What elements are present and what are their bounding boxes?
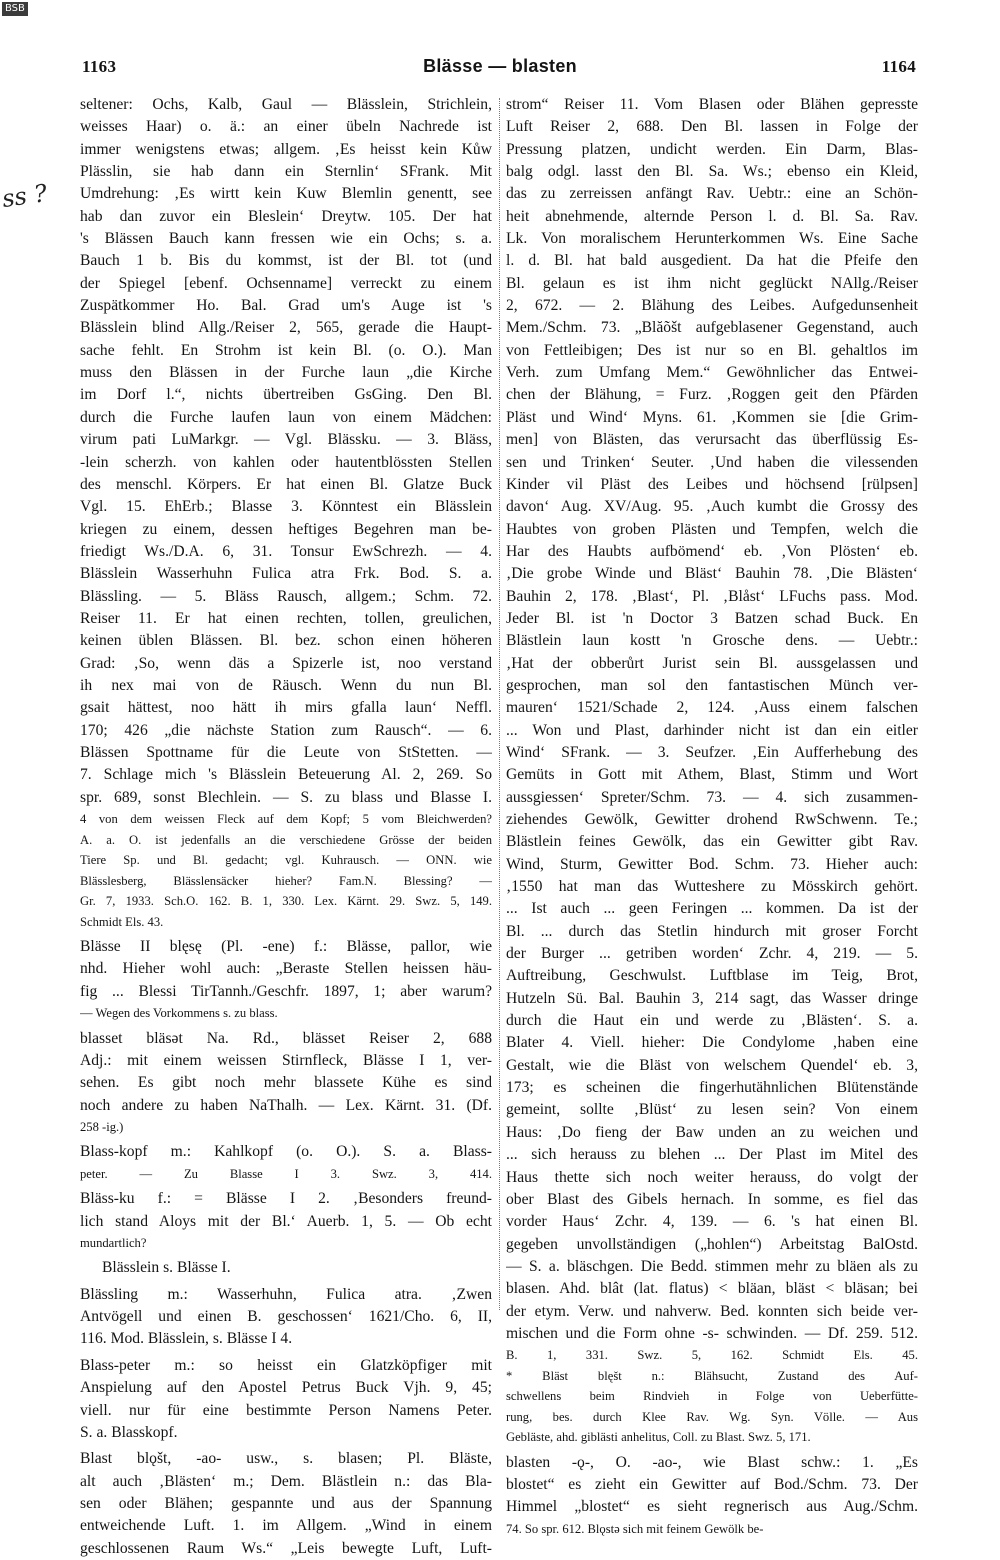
text-line: Lk. Von moralischem Herunterkommen Ws. Eine Sache xyxy=(506,230,918,248)
text-line: seltener: Ochs, Kalb, Gaul — Blässlein, Strichlein, xyxy=(80,96,492,113)
text-line: von Fettleibigen; Des ist nur so en Bl. gehaltlos im xyxy=(506,341,918,359)
library-stamp: BSB xyxy=(2,2,28,16)
text-line: Blässlesberg, Blässlensäcker hieher? Fam.N. Blessing? — xyxy=(80,873,492,888)
text-line: Hutzeln Sü. Bal. Bauhin 3, 214 sagt, das Wasser dringe xyxy=(506,989,918,1007)
text-line: B. 1, 331. Swz. 5, 162. Schmidt Els. 45. xyxy=(506,1348,918,1363)
text-line: Bläss-ku f.: = Blässe I 2. ‚Besonders freund- xyxy=(80,1190,492,1208)
text-line: alt auch ‚Blästen‘ m.; Dem. Blästlein n.: das Bla- xyxy=(80,1472,492,1490)
text-line: A. a. O. ist jedenfalls an die verschiedene Grösse der beiden xyxy=(80,832,492,847)
text-line: sen oder Blähen; gespannte und aus der Spannung xyxy=(80,1494,492,1512)
text-line: durch die Haut ein und werde zu ‚Blästen‘. S. a. xyxy=(506,1012,918,1030)
text-line: 74. So spr. 612. Blǫstə sich mit feinem Gewölk be- xyxy=(506,1521,764,1536)
text-line: Blass-peter m.: so heisst ein Glatzköpfiger mit xyxy=(80,1356,492,1374)
text-line: aussgiessen‘ Spreter/Schm. 73. — 4. sich zusammen- xyxy=(506,788,918,806)
text-line: 258 -ig.) xyxy=(80,1119,124,1134)
text-line: Gestalt, wie die Bläst von welschem Quendel‘ eb. 3, xyxy=(506,1056,918,1074)
text-line: Bl. ... durch das Stetlin hindurch mit groser Forcht xyxy=(506,922,918,940)
text-line: sehen. Es gibt noch mehr blassete Kühe es sind xyxy=(80,1074,492,1092)
text-line: rung, bes. durch Klee Rav. Wg. Syn. Völle. — Aus xyxy=(506,1409,918,1424)
text-line: Blässlein blind Allg./Reiser 2, 565, gerade die Haupt- xyxy=(80,319,492,337)
text-line: Wind, Sturm, Gewitter Bod. Schm. 73. Hieher auch: xyxy=(506,855,918,873)
text-line: mischen und die Form ohne -s- schwinden. — Df. 259. 512. xyxy=(506,1324,918,1342)
text-line: 2, 672. — 2. Blähung des Leibes. Aufgedunsenheit xyxy=(506,297,918,315)
text-line: sache fehlt. En Strohm ist kein Bl. (o. O.). Man xyxy=(80,341,492,359)
text-line: 116. Mod. Blässlein, s. Blässe I 4. xyxy=(80,1330,293,1348)
text-line: Gebläste, ahd. giblästi anhelitus, Coll. zu Blast. Swz. 5, 171. xyxy=(506,1430,811,1445)
text-line: S. a. Blasskopf. xyxy=(80,1423,178,1441)
text-line: 7. Schlage mich 's Blässlein Beteuerung Al. 2, 269. So xyxy=(80,766,492,784)
text-line: Blass-kopf m.: Kahlkopf (o. O.). S. a. Blass- xyxy=(80,1143,492,1161)
text-line: Blater 4. Viell. hieher: Die Condylome ‚haben eine xyxy=(506,1034,918,1052)
left-column xyxy=(80,94,492,1560)
text-line: peter. — Zu Blasse I 3. Swz. 3, 414. xyxy=(80,1166,492,1181)
text-line: Grad: ‚So, wenn däs a Spizerle ist, noo verstand xyxy=(80,654,492,672)
text-line: blasten -ǫ-, O. -ao-, wie Blast schw.: 1. „Es xyxy=(506,1453,918,1471)
text-line: balg odgl. lasst den Bl. Sa. Ws.; ebenso ein Kleid, xyxy=(506,163,918,181)
text-line: Blässling. — 5. Bläss Rausch, allgem.; Schm. 72. xyxy=(80,587,492,605)
text-line: Umdrehung: ‚Es wirtt kein Kuw Blemlin genentt, see xyxy=(80,185,492,203)
text-line: vorder Haus‘ Zchr. 4, 139. — 6. 's hat einen Bl. xyxy=(506,1213,918,1231)
text-line: Himmel „blostet“ es sieht regnerisch aus Aug./Schm. xyxy=(506,1498,918,1516)
text-line: gegeben unvollständigen („hohlen“) Arbeitstag BalOstd. xyxy=(506,1235,918,1253)
text-line: Gr. 7, 1933. Sch.O. 162. B. 1, 330. Lex. Kärnt. 29. Swz. 5, 149. xyxy=(80,894,492,908)
text-line: gemeint, sollte ‚Blüst‘ zu lesen sein? Von einem xyxy=(506,1101,918,1119)
text-line: ‚Die grobe Winde und Bläst‘ Bauhin 78. ‚Die Blästen‘ xyxy=(506,565,918,583)
text-line: mauren‘ 1521/Schade 2, 124. ‚Auss einem falschen xyxy=(506,699,918,717)
text-line: Schmidt Els. 43. xyxy=(80,914,164,929)
text-line: der Burger ... getriben worden‘ Zchr. 4, 219. — 5. xyxy=(506,945,918,963)
handwritten-margin-note: ss ? xyxy=(0,178,49,214)
text-line: — Wegen des Vorkommens s. zu blass. xyxy=(80,1006,278,1021)
text-line: Plässlin, sie hab dann ein Sternlin‘ SFrank. Mit xyxy=(80,163,492,181)
text-line: viell. nur für eine bestimmte Person Namens Peter. xyxy=(80,1401,492,1419)
text-line: sen und Trinken‘ Seuter. ‚Und haben die vilessenden xyxy=(506,453,918,471)
text-line: blasset bläsət Na. Rd., blässet Reiser 2, 688 xyxy=(80,1029,492,1047)
text-line: noch andere zu haben NaThalh. — Lex. Kärnt. 31. (Df. xyxy=(80,1096,492,1114)
text-line: chen der Blähung, = Furz. ‚Roggen geit den Pfärden xyxy=(506,386,918,404)
column-divider xyxy=(499,98,500,1310)
text-line: Blast blǫšt, -ao- usw., s. blasen; Pl. Bläste, xyxy=(80,1450,492,1468)
text-line: durch die Furche laufen laun von einem Mädchen: xyxy=(80,408,492,426)
page-number-left: 1163 xyxy=(82,57,117,76)
text-line: Bl. gelaun es ist ihm nicht geglückt NAllg./Reiser xyxy=(506,274,918,292)
text-line: ‚Hat der obberůrt Jurist sein Bl. aussgelassen und xyxy=(506,654,918,672)
text-line: Haus: ‚Do fieng der Baw unden an zu weichen und xyxy=(506,1123,918,1141)
text-line: Adj.: mit einem weissen Stirnfleck, Blässe I 1, ver- xyxy=(80,1051,492,1069)
running-head: Blässe — blasten xyxy=(423,56,577,76)
text-line: virum pati LuMarkgr. — Vgl. Blässku. — 3. Bläss, xyxy=(80,431,492,449)
text-line: Gemüts in Gott mit Athem, Blast, Stimm und Wort xyxy=(506,766,918,784)
text-line: Bauhin 2, 178. ‚Blast‘, Pl. ‚Blåst‘ LFuchs pass. Mod. xyxy=(506,587,918,605)
text-line: Blässlein s. Blässe I. xyxy=(102,1259,231,1277)
text-line: 173; es scheinen die fingerhutähnlichen Blütenstände xyxy=(506,1079,918,1097)
page-number-right: 1164 xyxy=(881,57,916,76)
text-line: Haus thette sich noch weiter herauss, do volgt der xyxy=(506,1168,918,1186)
text-line: Tiere Sp. und Bl. gedacht; vgl. Kuhrausch. — ONN. wie xyxy=(80,853,492,867)
text-line: des menschl. Körpers. Er hat einen Bl. Glatze Buck xyxy=(80,475,492,493)
text-line: ... Ist auch ... geen Feringen ... kommen. Da ist der xyxy=(506,900,918,918)
text-line: lich stand Aloys mit der Bl.‘ Auerb. 1, 5. — Ob echt xyxy=(80,1212,492,1230)
right-column xyxy=(506,94,918,1539)
text-line: Antvögell und einen B. geschossen‘ 1621/Cho. 6, II, xyxy=(80,1308,492,1326)
text-line: Pläst und Wind‘ Myns. 61. ‚Kommen sie [die Grim- xyxy=(506,408,918,426)
text-line: Kinder vil Pläst des Leibes und höchsend [rülpsen] xyxy=(506,475,918,493)
text-line: l. d. Bl. hat bald ausgedient. Da hat die Pfeife den xyxy=(506,252,918,270)
text-line: Zuspätkommer Ho. Bal. Grad um's Auge ist 's xyxy=(80,297,492,315)
text-line: Blässling m.: Wasserhuhn, Fulica atra. ‚Zwen xyxy=(80,1285,492,1303)
text-line: strom“ Reiser 11. Vom Blasen oder Blähen gepresste xyxy=(506,96,918,113)
text-line: davon‘ Aug. XV/Aug. 95. ‚Auch kumbt die Grossy des xyxy=(506,498,918,516)
text-line: Pressung platzen, undicht werden. Ein Darm, Blas- xyxy=(506,140,918,158)
text-line: ziehendes Gewölk, Gewitter drohend RwSchwenn. Te.; xyxy=(506,811,918,828)
text-line: ‚1550 hat man das Wutteshere zu Mösskirch gehört. xyxy=(506,878,918,896)
text-line: kriegen zu einem, dessen heftiges Begehren man be- xyxy=(80,520,492,538)
text-line: keinen üblen Blässen. Bl. bez. schon einen höheren xyxy=(80,632,492,650)
text-line: Mem./Schm. 73. „Blăõšt aufgeblasener Gegenstand, auch xyxy=(506,319,918,337)
text-line: entweichende Luft. 1. im Allgem. „Wind in einem xyxy=(80,1517,492,1535)
text-line: immer wenigstens etwas; allgem. ‚Es heisst kein Kůw xyxy=(80,140,492,158)
text-line: — S. a. bläschgen. Die Bedd. stimmen mehr zu bläen als zu xyxy=(506,1257,918,1275)
text-line: hab dan zuvor ein Bleslein‘ Dreytw. 105. Der hat xyxy=(80,207,492,225)
text-line: -lein scherzh. von kahlen oder hautentblössten Stellen xyxy=(80,453,492,471)
text-line: Har des Haubts aufbömend‘ eb. ‚Von Plösten‘ eb. xyxy=(506,542,918,560)
text-line: geschlossenen Raum Ws.“ „Leis bewegte Luft, Luft- xyxy=(80,1539,492,1557)
text-line: muss den Blässen in der Furche laun „die Kirche xyxy=(80,364,492,382)
text-line: 170; 426 „die nächste Station zum Rausch“. — 6. xyxy=(80,721,492,739)
text-line: Reiser 11. Er hat einen rechten, tollen, greulichen, xyxy=(80,609,492,627)
text-line: nhd. Hieher wohl auch: „Beraste Stellen heissen häu- xyxy=(80,960,492,978)
text-line: Blästlein feines Gewölk, das ein Gewitter gibt Rav. xyxy=(506,833,918,851)
text-line: der etym. Verw. und nahverw. Bed. konnten sich beide ver- xyxy=(506,1302,918,1320)
text-line: spr. 689, sonst Blechlein. — S. zu blass und Blasse I. xyxy=(80,788,492,806)
text-line: weisses Haar) o. ä.: an einer übeln Nachrede ist xyxy=(80,118,492,136)
text-line: Blästlein laun kostt 'n Grosche dens. — Uebtr.: xyxy=(506,632,918,650)
text-line: 4 von dem weissen Fleck auf dem Kopf; 5 vom Bleichwerden? xyxy=(80,812,492,826)
text-line: Bauch 1 b. Bis du kommst, ist der Bl. tot (und xyxy=(80,252,492,270)
text-line: fig ... Blessi TirTannh./Geschfr. 1897, 1; aber warum? xyxy=(80,982,492,1000)
text-line: Blässlein Wasserhuhn Fulica atra Frk. Bod. S. a. xyxy=(80,565,492,583)
text-line: Blässe II blęsę (Pl. -ene) f.: Blässe, pallor, wie xyxy=(80,938,492,955)
text-line: Auftreibung, Geschwulst. Luftblase im Teig, Brot, xyxy=(506,967,918,985)
text-line: men] von Blästen, das verursacht das überflüssig Es- xyxy=(506,431,918,449)
text-line: Jeder Bl. ist 'n Doctor 3 Batzen schad Buck. En xyxy=(506,609,918,627)
text-line: friedigt Ws./D.A. 6, 31. Tonsur EwSchrezh. — 4. xyxy=(80,542,492,560)
text-line: blostet“ es zieht ein Gewitter auf Bod./Schm. 73. Der xyxy=(506,1476,918,1494)
text-line: * Bläst blęšt n.: Blähsucht, Zustand des Auf- xyxy=(506,1368,918,1383)
text-line: gsait hättest, noo hätt ih mirs gfalla laun‘ Neffl. xyxy=(80,699,492,717)
text-line: Wind‘ SFrank. — 3. Seufzer. ‚Ein Aufferhebung des xyxy=(506,743,918,761)
text-line: Haubtes von groben Plästen und Tempfen, welch die xyxy=(506,520,918,538)
text-line: schwellens beim Rindvieh in Folge von Ueberfütte- xyxy=(506,1389,918,1404)
text-line: ober Blast des Gibels hernach. In somme, es fiel das xyxy=(506,1190,918,1208)
text-line: heit abnehmende, alternde Person l. d. Bl. Sa. Rav. xyxy=(506,207,918,225)
text-line: der Spiegel [ebenf. Ochsenname] verreckt zu einem xyxy=(80,274,492,292)
text-line: ih nex mai von de Räusch. Wenn du nun Bl. xyxy=(80,676,492,694)
text-line: Luft Reiser 2, 688. Den Bl. lassen in Folge der xyxy=(506,118,918,136)
text-line: 's Blässen Bauch kann fressen wie ein Ochs; s. a. xyxy=(80,230,492,248)
text-line: Vgl. 15. EhErb.; Blasse 3. Könntest ein Blässlein xyxy=(80,498,492,516)
text-line: im Dorf l.“, nichts übertreiben GsGing. Den Bl. xyxy=(80,386,492,404)
text-line: ... Won und Plast, darhinder nicht ist dan ein eitler xyxy=(506,721,918,739)
text-line: Blässen Spottname für die Leute von StStetten. — xyxy=(80,743,492,761)
text-line: das zu zerreissen anfängt Rav. Uebtr.: eine an Schön- xyxy=(506,185,918,203)
text-line: gesprochen, man sol den fantastischen Münch ver- xyxy=(506,676,918,694)
text-line: Anspielung auf den Apostel Petrus Buck Vjh. 9, 45; xyxy=(80,1379,492,1397)
text-line: mundartlich? xyxy=(80,1235,147,1250)
text-line: Verh. zum Umfang Mem.“ Gewöhnlicher das Entwei- xyxy=(506,364,918,382)
text-line: ... sich herauss zu blehen ... Der Plast im Mitel des xyxy=(506,1146,918,1164)
text-line: blasen. Ahd. blât (lat. flatus) < bläan, bläst < bläsan; bei xyxy=(506,1280,918,1298)
